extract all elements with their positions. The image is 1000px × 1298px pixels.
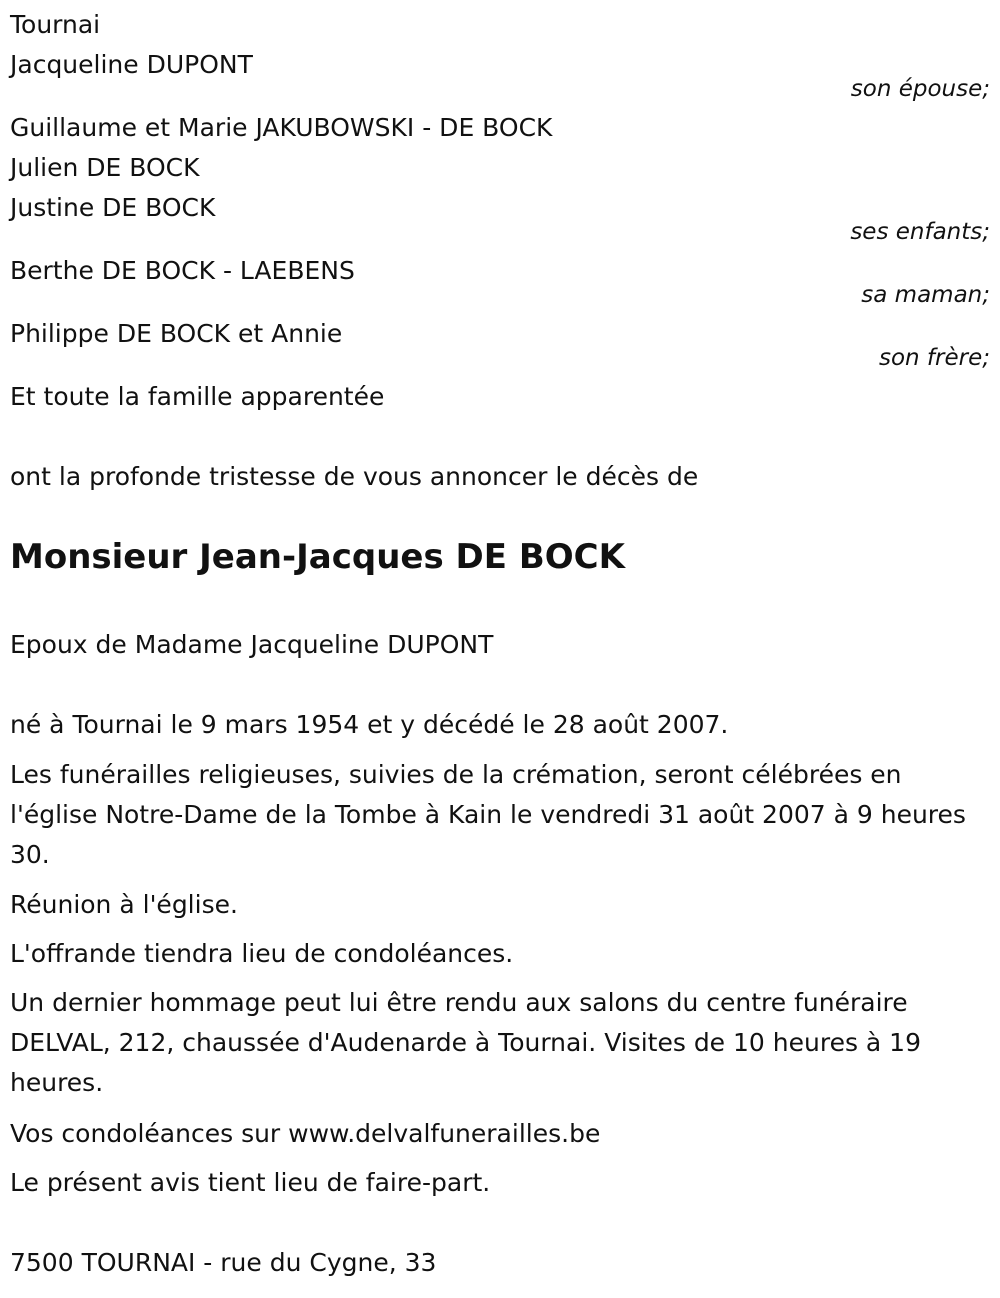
family-address: 7500 TOURNAI - rue du Cygne, 33: [10, 1248, 437, 1277]
family-name: Justine DE BOCK: [10, 193, 216, 222]
relation-label: ses enfants;: [850, 219, 990, 245]
meeting-info: Réunion à l'église.: [10, 890, 238, 919]
family-name: Jacqueline DUPONT: [10, 50, 253, 79]
family-name: Julien DE BOCK: [10, 153, 200, 182]
condolences-link[interactable]: Vos condoléances sur www.delvalfunerailles.be: [10, 1119, 601, 1148]
family-name: Guillaume et Marie JAKUBOWSKI - DE BOCK: [10, 113, 553, 142]
relation-label: son épouse;: [850, 76, 990, 102]
family-extended: Et toute la famille apparentée: [10, 382, 385, 411]
relation-label: son frère;: [878, 345, 990, 371]
funeral-info: Les funérailles religieuses, suivies de la crémation, seront célébrées en l'église Notre-Dame de la Tombe à Kain le vendredi 31 août 2007 à 9 heures 30.: [10, 760, 966, 869]
family-name: Philippe DE BOCK et Annie: [10, 319, 343, 348]
deceased-name: Monsieur Jean-Jacques DE BOCK: [10, 537, 625, 577]
city-header: Tournai: [10, 10, 101, 39]
faire-part-note: Le présent avis tient lieu de faire-part.: [10, 1168, 491, 1197]
offering-info: L'offrande tiendra lieu de condoléances.: [10, 939, 514, 968]
spouse-line: Epoux de Madame Jacqueline DUPONT: [10, 630, 494, 659]
birth-death-line: né à Tournai le 9 mars 1954 et y décédé le 28 août 2007.: [10, 710, 729, 739]
announcement-text: ont la profonde tristesse de vous annoncer le décès de: [10, 462, 699, 491]
family-name: Berthe DE BOCK - LAEBENS: [10, 256, 355, 285]
relation-label: sa maman;: [861, 282, 990, 308]
visitation-info: Un dernier hommage peut lui être rendu aux salons du centre funéraire DELVAL, 212, chaussée d'Audenarde à Tournai. Visites de 10 heures à 19 heures.: [10, 988, 921, 1097]
